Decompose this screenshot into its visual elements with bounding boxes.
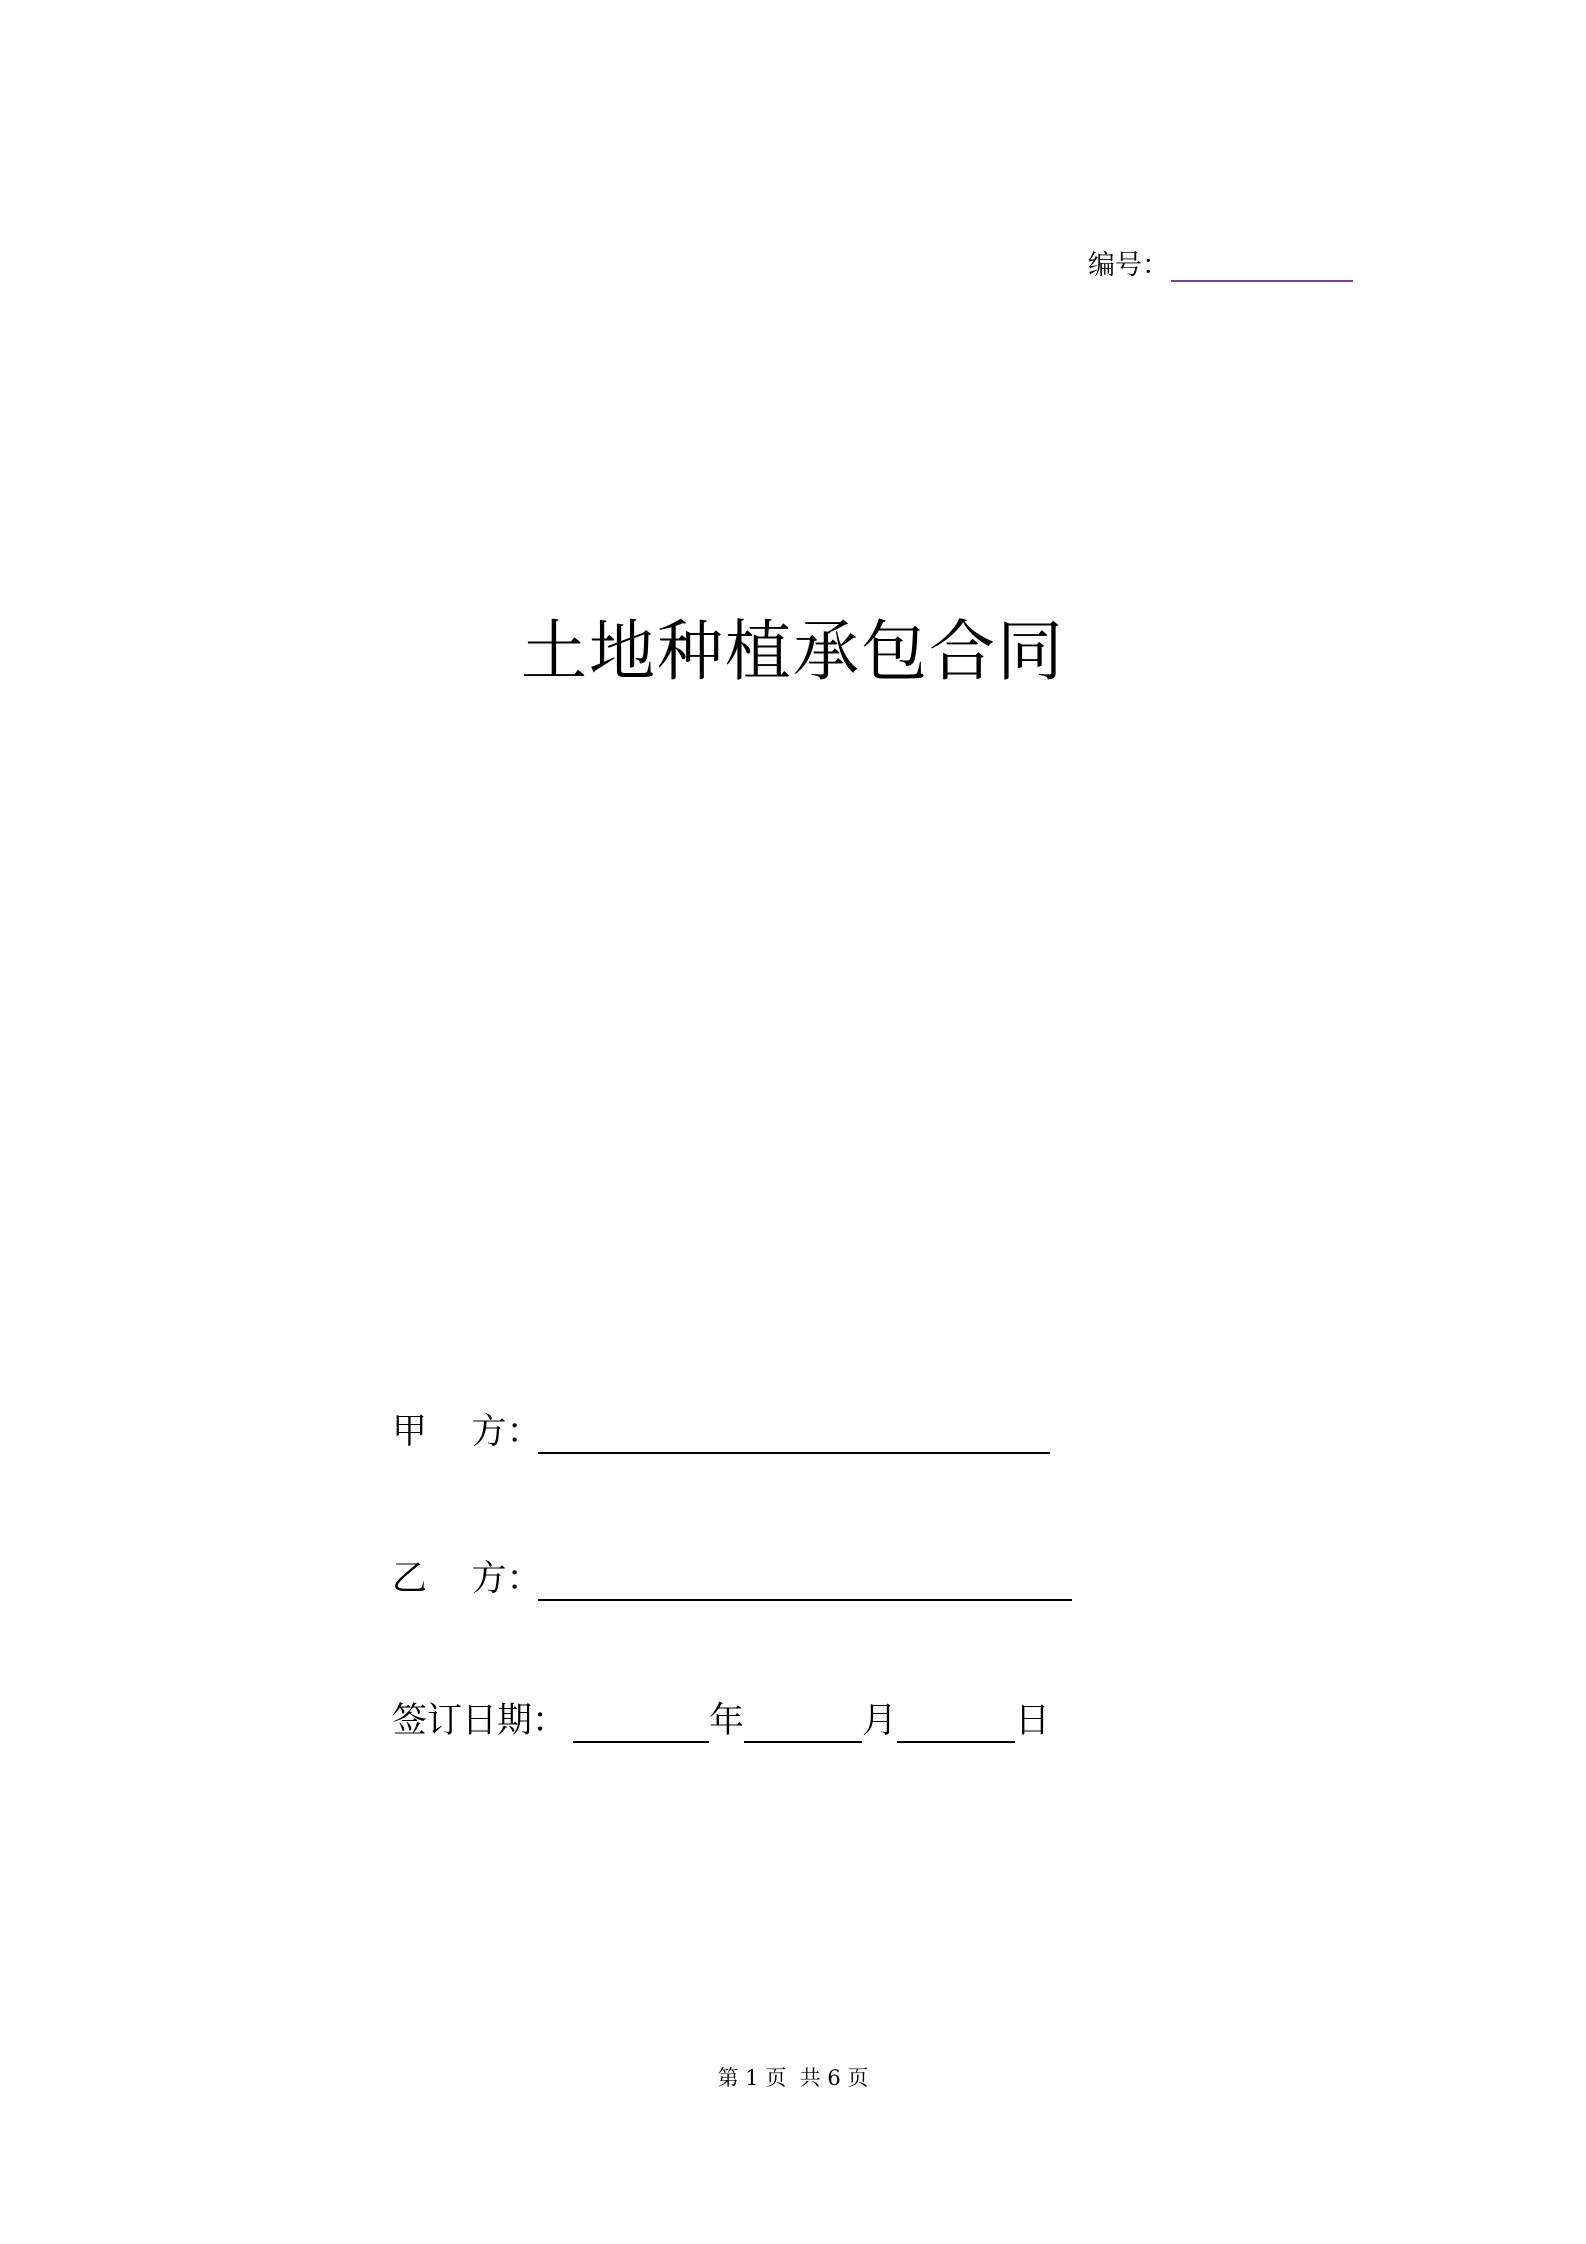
party-b-label: 乙 方： xyxy=(392,1559,542,1599)
serial-number-field xyxy=(1088,242,1353,282)
sign-day-blank[interactable] xyxy=(897,1701,1015,1743)
serial-number-blank[interactable] xyxy=(1171,246,1353,282)
party-b-field xyxy=(392,1553,1072,1601)
party-a-blank[interactable] xyxy=(538,1412,1050,1454)
serial-number-label: 编号： xyxy=(1088,250,1169,281)
sign-month-label: 月 xyxy=(862,1701,898,1741)
sign-month-blank[interactable] xyxy=(744,1701,862,1743)
sign-date-label: 签订日期： xyxy=(392,1701,568,1741)
sign-year-label: 年 xyxy=(709,1701,745,1741)
sign-date-field xyxy=(392,1695,1050,1743)
sign-day-label: 日 xyxy=(1015,1701,1051,1741)
document-title: 土地种植承包合同 xyxy=(521,613,1065,690)
page-number: 第 1 页 共 6 页 xyxy=(717,2066,869,2090)
party-a-field xyxy=(392,1406,1050,1454)
party-a-label: 甲 方： xyxy=(392,1412,542,1452)
sign-year-blank[interactable] xyxy=(573,1701,709,1743)
page-footer xyxy=(0,2062,1586,2092)
party-b-blank[interactable] xyxy=(538,1559,1072,1601)
